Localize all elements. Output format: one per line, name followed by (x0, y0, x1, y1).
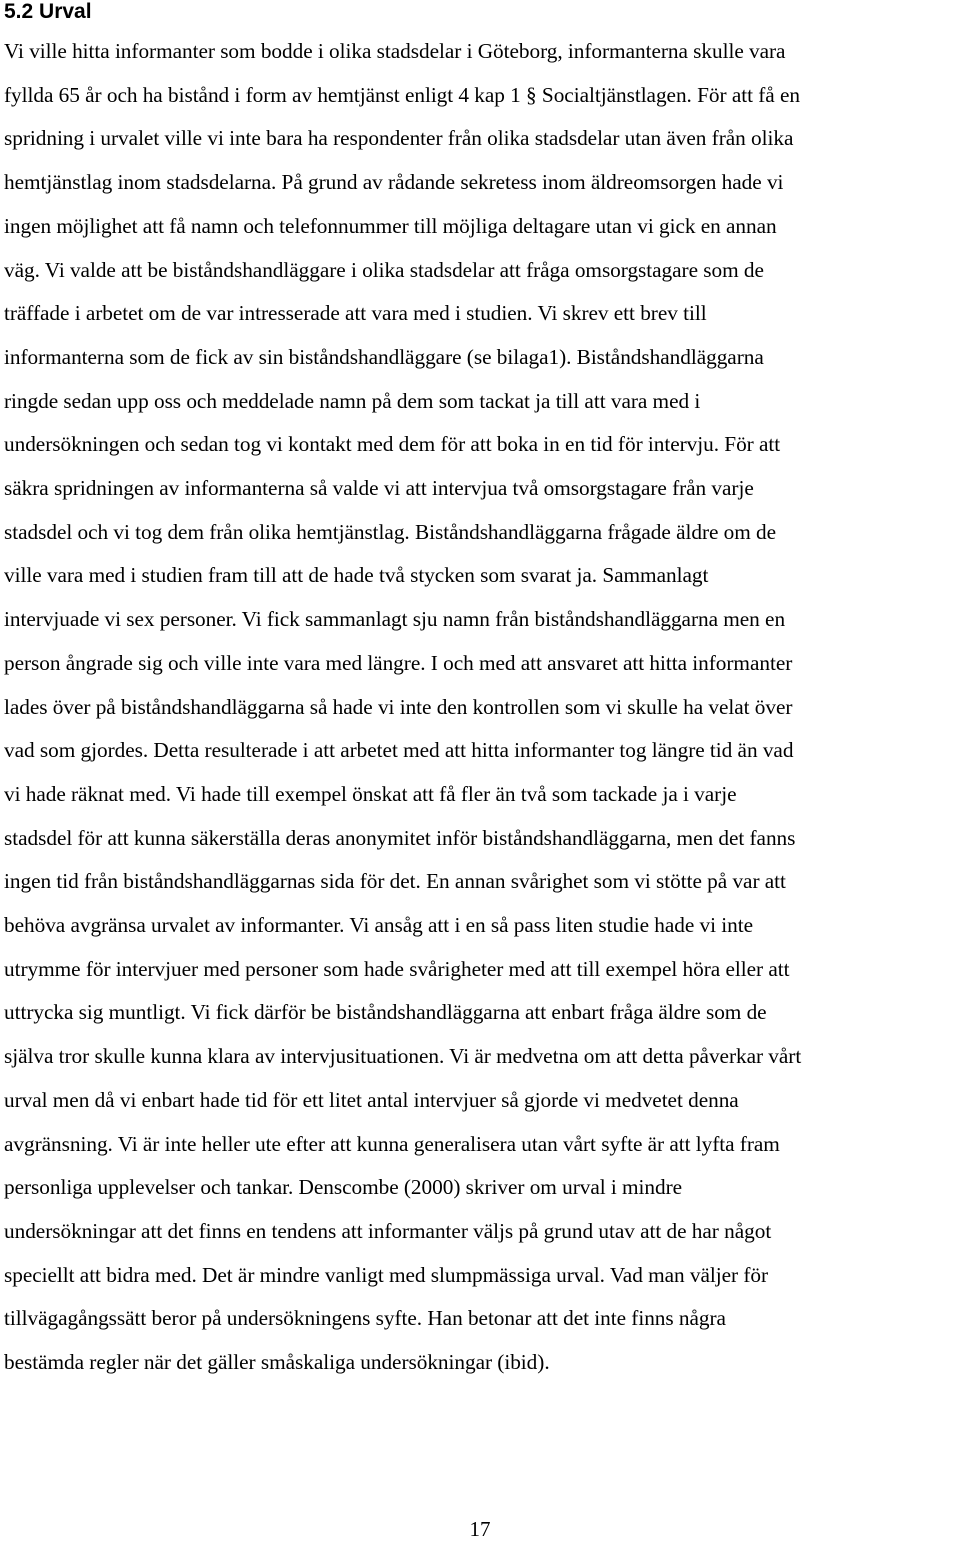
text-line: stadsdel och vi tog dem från olika hemtjänstlag. Biståndshandläggarna frågade äldre om de (4, 519, 777, 544)
text-line: behöva avgränsa urvalet av informanter. Vi ansåg att i en så pass liten studie hade vi inte (4, 913, 753, 938)
text-line: själva tror skulle kunna klara av intervjusituationen. Vi är medvetna om att detta påverkar vårt (4, 1044, 802, 1069)
text-line: stadsdel för att kunna säkerställa deras anonymitet inför biståndshandläggarna, men det fanns (4, 825, 796, 850)
text-line: intervjuade vi sex personer. Vi fick sammanlagt sju namn från biståndshandläggarna men en (4, 607, 786, 632)
text-line: ingen möjlighet att få namn och telefonnummer till möjliga deltagare utan vi gick en annan (4, 213, 777, 238)
page-number: 17 (469, 1517, 491, 1541)
text-line: informanterna som de fick av sin biståndshandläggare (se bilaga1). Biståndshandläggarna (4, 344, 764, 369)
text-line: person ångrade sig och ville inte vara med längre. I och med att ansvaret att hitta informanter (4, 650, 793, 675)
text-line: vi hade räknat med. Vi hade till exempel önskat att få fler än två som tackade ja i varje (4, 781, 737, 806)
text-line: urval men då vi enbart hade tid för ett litet antal intervjuer så gjorde vi medvetet denna (4, 1087, 739, 1112)
text-line: hemtjänstlag inom stadsdelarna. På grund av rådande sekretess inom äldreomsorgen hade vi (4, 170, 784, 195)
text-line: Vi ville hitta informanter som bodde i olika stadsdelar i Göteborg, informanterna skulle vara (4, 39, 786, 63)
text-line: uttrycka sig muntligt. Vi fick därför be biståndshandläggarna att enbart fråga äldre som de (4, 1000, 767, 1025)
text-line: personliga upplevelser och tankar. Denscombe (2000) skriver om urval i mindre (4, 1175, 683, 1200)
text-line: bestämda regler när det gäller småskaliga undersökningar (ibid). (4, 1350, 550, 1375)
text-line: utrymme för intervjuer med personer som hade svårigheter med att till exempel höra eller att (4, 956, 790, 981)
text-line: ringde sedan upp oss och meddelade namn på dem som tackat ja till att vara med i (4, 388, 701, 413)
section-heading: 5.2 Urval (4, 0, 92, 23)
text-line: undersökningar att det finns en tendens att informanter väljs på grund utav att de har något (4, 1218, 772, 1243)
text-line: lades över på biståndshandläggarna så hade vi inte den kontrollen som vi skulle ha velat över (4, 694, 793, 719)
text-line: spridning i urvalet ville vi inte bara ha respondenter från olika stadsdelar utan även från olika (4, 126, 794, 151)
text-line: avgränsning. Vi är inte heller ute efter att kunna generalisera utan vårt syfte är att lyfta fram (4, 1131, 780, 1156)
text-line: vad som gjordes. Detta resulterade i att arbetet med att hitta informanter tog längre tid än vad (4, 738, 794, 763)
text-line: fyllda 65 år och ha bistånd i form av hemtjänst enligt 4 kap 1 § Socialtjänstlagen. För att få en (4, 82, 800, 107)
text-line: ville vara med i studien fram till att de hade två stycken som svarat ja. Sammanlagt (4, 563, 709, 588)
text-line: ingen tid från biståndshandläggarnas sida för det. En annan svårighet som vi stötte på var att (4, 869, 786, 894)
text-line: speciellt att bidra med. Det är mindre vanligt med slumpmässiga urval. Vad man väljer för (4, 1262, 768, 1287)
text-line: träffade i arbetet om de var intresserade att vara med i studien. Vi skrev ett brev till (4, 301, 707, 326)
text-line: undersökningen och sedan tog vi kontakt med dem för att boka in en tid för intervju. För att (4, 432, 781, 457)
text-line: väg. Vi valde att be biståndshandläggare i olika stadsdelar att fråga omsorgstagare som de (4, 257, 764, 282)
body-paragraph (4, 30, 960, 1385)
text-line: tillvägagångssätt beror på undersökningens syfte. Han betonar att det inte finns några (4, 1306, 726, 1331)
text-line: säkra spridningen av informanterna så valde vi att intervjua två omsorgstagare från varje (4, 476, 754, 501)
